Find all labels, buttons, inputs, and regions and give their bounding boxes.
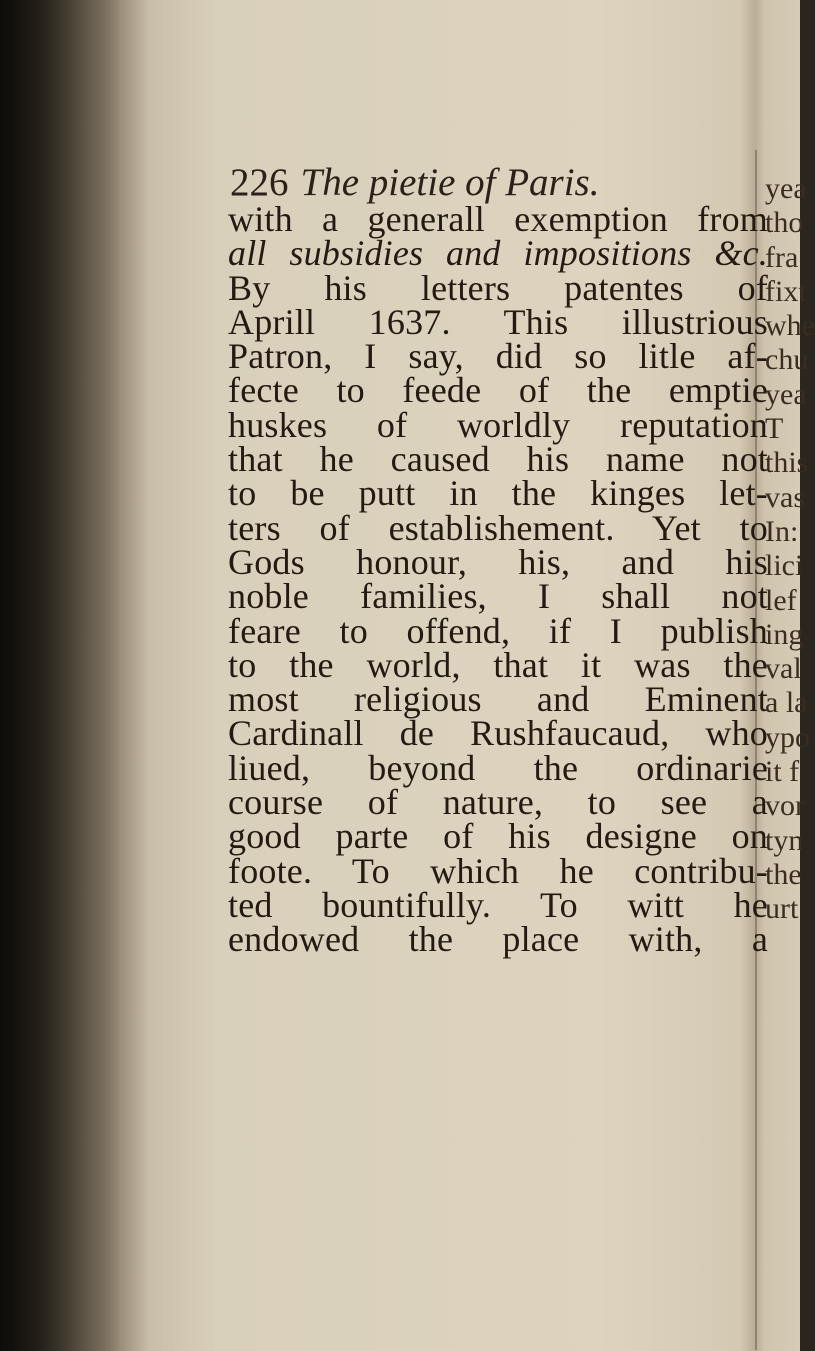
text-line: feare to offend, if I publish [228, 610, 768, 651]
facing-fragment: whe [765, 309, 815, 343]
facing-fragment: ypo [765, 720, 810, 754]
facing-fragment: In: [765, 514, 799, 548]
text-line: liued, beyond the ordinarie [228, 747, 768, 788]
body-text [228, 199, 768, 960]
facing-fragment: lici [765, 549, 804, 583]
facing-fragment: tyn [765, 823, 804, 857]
text-line: that he caused his name not [228, 439, 768, 480]
text-line: ted bountifully. To witt he [228, 884, 768, 925]
text-line: good parte of his designe on [228, 816, 768, 857]
facing-fragment: ing [765, 617, 804, 651]
book-gutter-shadow [0, 0, 120, 1351]
facing-fragment: fixt [765, 274, 807, 308]
facing-fragment: vor [765, 789, 805, 823]
facing-fragment: tho [765, 206, 804, 240]
facing-fragment: fra [765, 240, 799, 274]
page-number: 226 [230, 161, 289, 204]
text-line: most religious and Eminent [228, 679, 768, 720]
facing-fragment: T [765, 412, 784, 446]
text-line: Aprill 1637. This illustrious [228, 301, 768, 342]
text-line: ters of establishement. Yet to [228, 507, 768, 548]
running-title: The pietie of Paris. [300, 161, 600, 204]
text-line: all subsidies and impositions &c. [228, 233, 768, 274]
facing-fragment: lef [765, 583, 797, 617]
facing-page-text [765, 172, 815, 927]
text-line: foote. To which he contribu- [228, 850, 768, 891]
book-page [150, 150, 768, 1260]
text-line: endowed the place with, a [228, 919, 768, 960]
facing-fragment: chu [765, 343, 809, 377]
facing-fragment: yea [765, 377, 807, 411]
text-line: to the world, that it was the [228, 644, 768, 685]
text-line: noble families, I shall not [228, 576, 768, 617]
text-line: Cardinall de Rushfaucaud, who [228, 713, 768, 754]
text-line: Gods honour, his, and his [228, 541, 768, 582]
facing-fragment: vas [765, 480, 805, 514]
facing-fragment: the [765, 857, 802, 891]
facing-fragment: it f [765, 755, 800, 789]
text-line: fecte to feede of the emptie [228, 370, 768, 411]
text-line: with a generall exemption from [228, 199, 768, 239]
facing-fragment: a la [765, 686, 808, 720]
facing-fragment: val [765, 652, 802, 686]
text-line: course of nature, to see a [228, 782, 768, 823]
facing-fragment: yea [765, 172, 807, 205]
text-line: Patron, I say, did so litle af- [228, 336, 768, 377]
facing-fragment: this [765, 446, 809, 480]
text-line: to be putt in the kinges let- [228, 473, 768, 514]
text-line: huskes of worldly reputation [228, 404, 768, 445]
text-line: By his letters patentes of [228, 267, 768, 308]
facing-fragment: urt [765, 892, 799, 926]
